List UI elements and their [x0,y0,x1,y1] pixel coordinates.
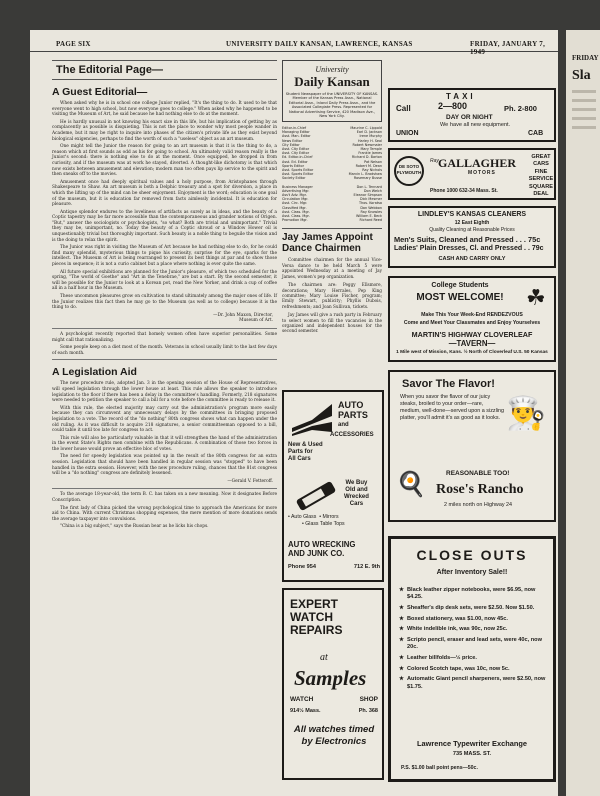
staff-role: Asst. Sports Editor [282,168,314,173]
martins-location: 1 Mile west of Mission, Kans. ½ North of Cloverleaf U.S. 50 Kansas [396,350,548,355]
closeouts-list [399,587,549,694]
masthead [30,30,558,56]
star-icon: ★ [399,615,405,622]
kansan-logo-name: Daily Kansan [294,74,370,89]
article-headline: A Guest Editorial— [52,86,148,98]
horn-icon [288,398,336,438]
staff-role: Sports Editor [282,163,304,168]
staff-person: Harley H. Seal [357,138,382,143]
list-item-text: Colored Scotch tape, was 10c, now 5c. [407,665,510,672]
kansan-logo [282,60,382,122]
staff-role: Classified Mgr. [282,205,307,210]
martins-line: Make This Your Week-End RENDEZVOUS [421,312,523,318]
auto-we-buy [344,480,369,508]
gallagher-slogans [526,154,556,198]
divider [52,359,277,360]
auto-item: • Glass Table Tops [302,521,345,527]
lindley-address: 12 East Eighth [454,220,490,226]
closeouts-title: CLOSE OUTS [416,547,528,563]
adjacent-page-header: FRIDAY [572,54,599,62]
star-icon: ★ [399,604,405,611]
samples-headline-line: EXPERT [290,597,339,611]
auto-title-line: ACCESSORIES [330,432,374,438]
adjacent-page-headline: Sla [572,68,591,83]
issue-date: FRIDAY, JANUARY 7, 1949 [470,40,546,56]
paragraph: With this rule, the elected majority may carry out the administration's program more easily because they can circumvent any unnecessary delays by the committees in bringing proposed legislation to a vote. The record of the "do nothing" 80th congress shows what can happen under the old ruling. As it was difficult to acquire 218 signatures, a senior committeeman opposed to a bill, could table it until too late for congress to act. [52,405,277,434]
samples-shop: SHOP [359,696,378,703]
roses-rancho-ad [388,370,556,522]
staff-role: Society Editor [282,176,306,181]
filler-paragraph: A psychologist recently reported that homely women often have superior personalities. Some might call that rationalizing. [52,331,277,343]
gallagher-name: GALLAGHER [438,156,517,170]
samples-tagline-line: by Electronics [301,736,367,747]
roses-name: Rose's Rancho [436,482,524,497]
signature-title: Museum of Art. [239,318,273,324]
staff-role: News Editor [282,138,303,143]
paragraph: Antique splendor endures to the loveliness of artifacts as surely as in ideas, and the beauty of a Coptic tapestry may be far more accessible than the contemporaneous and grander notions of Origen. "But," answer the sociologists or psychologists, "so what? Both are trivial and unimportant." Trivial they may be, unimportant, no. Today the beauty of a Coptic shroud or a Window Hower oil is unquestionably trivial but thoroughly important. Such beauty is a noble thing to beguile the vision and is the doing to relax the spirit. [52,209,277,243]
auto-items [288,514,345,528]
paragraph: The need for speedy legislation was pointed up in the result of the 80th congress for an extra session. Legislation that should have been handled in regular session was "stopped" to have been handled in the extra session. However, with the new procedure ruling, chances that the 81st congress will be a "do nothing" congress are definitely lessened. [52,454,277,477]
adjacent-text-line [572,126,596,129]
martins-students: College Students [431,282,489,289]
list-item-text: Automatic Giant pencil sharpeners, were $2.50, now $1.75. [407,676,546,690]
page-number: PAGE SIX [56,40,91,48]
adjacent-text-line [572,99,596,102]
closeouts-store: Lawrence Typewriter Exchange [417,739,527,748]
auto-buy-line: We Buy [345,480,368,486]
star-icon: ★ [399,587,405,593]
samples-phone: Ph. 368 [358,708,378,714]
signature [52,313,273,324]
auto-phone: Phone 954 [288,564,316,570]
auto-title-line: PARTS [338,410,368,420]
star-icon: ★ [399,637,405,644]
filler-paragraph: To the average 18-year-old, the term B. C. has taken on a new meaning. Now it designates Before Conscription. [52,492,277,504]
staff-person: Frankie James [358,151,382,156]
staff-person: Eleanor Simpson [353,193,382,198]
signature: —Gerald V. Fetteroff. [227,478,273,484]
auto-sub-line: Parts for [288,449,313,455]
list-item-text: Boxed stationery, was $1.00, now 45c. [407,615,508,622]
paragraph: The new procedure rule, adopted Jan. 3 in the opening session of the House of Representatives, will speed legislation through the lower house at least. This rule allows the speaker to introduce legislation to the floor if there has been a delay in the committee's handling. Formerly, 218 signatures were needed to petition the speaker to call a bill for a vote before the committee is ready to release it. [52,381,277,404]
auto-title-line: and [338,422,349,428]
paragraph: Committee chairmen for the annual Vice-Versa dance to be held March 5 were appointed Wednesday at a meeting of Jay James, women's pep organization. [282,257,382,279]
martins-tavern-ad [388,276,556,362]
list-item-text: Sheaffer's dip desk sets, were $2.50. Now $1.50. [407,604,535,611]
samples-contact [290,708,378,714]
lindley-men-price: Men's Suits, Cleaned and Pressed . . . 75c [394,235,541,244]
chef-icon: 👨‍🍳 [506,394,546,432]
adjacent-text-line [572,117,596,120]
staff-role: Asst. Circ. Mgr. [282,201,308,206]
staff-person: William E. Beck [355,214,382,219]
chef-cook-icon: 🍳 [396,470,426,498]
staff-person: Robert Newmaier [352,142,382,147]
staff-person: Earl D. Jackson [356,130,382,135]
lindleys-cleaners-ad [388,206,556,268]
samples-tagline [288,724,380,748]
auto-sub-line: All Cars [288,456,311,462]
auto-name-line: AND JUNK CO. [288,549,345,558]
list-item [399,626,549,633]
list-item [399,616,549,623]
union-cab-ad [388,88,556,142]
auto-buy-line: Cars [349,501,364,507]
auto-title-line: AUTO [338,400,364,410]
staff-person: Thos. Koratsa [359,201,382,206]
staff-person: Ray Nichols [362,168,382,173]
taxi-tagline: We have all new equipment. [440,122,511,128]
lindley-cash: CASH AND CARRY ONLY [438,256,506,262]
martins-name: MARTIN'S HIGHWAY CLOVERLEAF [411,330,533,339]
paragraph: Jay James will give a rush party in February to select women to fill the vacancies in the organized and independent houses for the second semester. [282,312,382,334]
staff-person: Rosemary Busse [353,176,382,181]
paragraph: He is hardly unusual in not knowing his exact size in this life, but his implication of getting by as complacently as possible is disquieting. This is not the place to wonder why most people wander in Academe, but it may be right to inquire into phases of the citizen's private life as they exist beyond biological exigencies, perhaps to find the worth of such a "useless" object as an art museum. [52,119,277,142]
list-item [399,637,549,651]
adjacent-text-line [572,90,596,93]
paragraph: The chairmen are: Peggy Ellsmore, decorations; Mary Herrales, Pep King committee; Mary Louise Fischer, program; Emily Stewart, publicity; Phyllis Dubois, refreshments; and Joan Sullivan, tickets. [282,282,382,309]
star-icon: ★ [399,626,405,633]
list-item [399,587,549,601]
adjacent-text-line [572,108,596,111]
samples-headline-line: REPAIRS [290,623,343,637]
staff-person: Dan Webbon [360,205,382,210]
paragraph: Amusement once had deeply spiritual values and a holy purpose, from Aristophanes through Shakespeare to Shaw. An art museum is both a Delphic treasury and a spot for diversion, a place in which the lifting up of the mind can be sheer enjoyment. Enjoyment is the word; education is one goal of the museum, but it is education far removed from facts aimlessly incidental. It is education for pleasure. [52,179,277,208]
staff-role: Managing Editor [282,130,310,135]
closeouts-ps: P.S. $1.00 ball point pens—50c. [401,765,478,771]
samples-logo: Samples [294,666,367,690]
samples-at: at [320,652,328,663]
staff-person: Don L. Tennant [356,184,382,189]
staff-person: Dick Mesmer [359,197,382,202]
samples-headline-line: WATCH [290,610,334,624]
gallagher-slogan: SQUARE DEAL [529,183,553,198]
kansan-column [282,60,382,334]
staff-role: Ass't Adv. Mgr. [282,193,307,198]
paragraph: The Junior was right in visiting the Museum of Art because he had nothing else to do, for he could find many splendid, mysterious things to pique his curiosity, surprise for the eye, sparks for the intellect. The Museum of Art is being rearranged to present its best things at par and to show those pieces in sequence; it is not a curio cabinet but a place where nothing is ever quite the same. [52,245,277,268]
auto-contact [288,564,380,570]
auto-address: 712 E. 9th [353,564,380,570]
taxi-call: Call [396,104,411,113]
badge-top-text: DE SOTO [398,164,420,169]
newspaper-page [30,30,558,796]
desoto-plymouth-badge-icon [394,156,424,186]
gallagher-motors: MOTORS [468,170,496,176]
taxi-number: 2—800 [438,101,468,111]
samples-address: 914½ Mass. [290,708,321,714]
auto-subtitle [288,442,323,463]
staff-role: Asst. Sports Editor [282,172,314,177]
closeouts-subtitle: After Inventory Sale!! [436,569,508,576]
auto-title [330,400,374,440]
samples-tagline-line: All watches timed [293,724,375,735]
gallagher-phone: Phone 1000 632-34 Mass. St. [430,188,498,194]
staff-person: Irene Murphy [359,134,382,139]
staff-person: Richard Reed [359,218,382,223]
roses-body: When you savor the flavor of our juicy steaks, broiled to your order—rare, medium, well-done—served upon a sizzling platter, you'll admit it's as good as it looks. [400,394,504,421]
staff-role: Ed. Editor-in-Chief [282,155,313,160]
divider [52,488,277,489]
filler-paragraph: Some people keep on a diet most of the month. Veterans in school usually limit to the last few days of each month. [52,345,277,356]
auto-buy-line: Wrecked [344,494,369,500]
article-headline: Jay James Appoint Dance Chairmen [282,228,382,254]
staff-role: Asst. Ed. Editor [282,159,308,164]
list-item [399,605,549,612]
gallagher-ray: Ray [430,158,439,164]
spark-plug-icon [292,466,342,512]
paragraph: This rule will also be particularly valuable in that it will strengthen the hand of the administration in the event State's Rights men combine with the Republicans. A combination of those two forces in the lower house would prove an effective bloc of votes. [52,435,277,452]
staff-role: Asst. Class. Mgr. [282,214,310,219]
roses-location: 2 miles north on Highway 24 [444,502,513,508]
staff-person: Richard D. Barton [351,155,382,160]
kansan-logo-university: University [315,65,349,74]
staff-role: Asst. City Editor [282,147,310,152]
list-item [399,666,549,673]
staff-person: Maurine C. Lippold [350,126,382,130]
lindley-quality: Quality Cleaning at Reasonable Prices [429,227,515,233]
gallagher-slogan: FINE SERVICE [528,168,554,183]
list-item [399,655,549,662]
staff-person: Ray Knowles [360,209,382,214]
staff-role: Asst. Man. Editor [282,134,311,139]
taxi-union: UNION [396,130,419,137]
auto-company-name [288,540,355,558]
paragraph: When asked why he is in school one college Junior replied, "It's the thing to do. It used to be that everyone went to high school, but now everyone goes to college." When asked why he happened to be visiting the Museum of Art, he said because he had nothing else to do at the moment. [52,101,277,118]
filler-paragraph: The first lady of China picked the wrong psychological time to approach the Americans for more aid to China. With current Christmas shopping expenses, the mere mention of more donations sends the average taxpayer into convulsions. [52,505,277,522]
staff-person: Mary Temple [360,147,382,152]
staff-list [282,126,382,222]
roses-headline: Savor The Flavor! [402,378,495,390]
samples-watch-shop [290,696,378,703]
cloverleaf-icon: ☘ [526,286,546,311]
samples-headline [290,598,342,637]
list-item-text: Black leather zipper notebooks, were $6.95, now $4.25. [407,587,536,601]
taxi-phone: Ph. 2-800 [504,104,537,113]
martins-welcome: MOST WELCOME! [416,292,504,303]
auto-sub-line: New & Used [288,442,323,448]
list-item-text: Scripto pencil, eraser and lead sets, were 40c, now 20c. [407,637,542,651]
auto-item: • Mirrors [319,514,339,520]
taxi-cab: CAB [528,130,544,137]
samples-watch: WATCH [290,696,314,703]
staff-role: City Editor [282,142,300,147]
list-item-text: White indelible ink, was 90c, now 25c. [407,626,508,633]
auto-item: • Auto Glass [288,514,317,520]
martins-tavern: —TAVERN— [448,339,496,348]
auto-buy-line: Old and [345,487,368,493]
paper-name: UNIVERSITY DAILY KANSAN, LAWRENCE, KANSAS [226,40,413,48]
staff-role: Asst. City Editor [282,151,310,156]
star-icon: ★ [399,665,405,672]
staff-role: Promotion Mgr. [282,218,308,223]
star-icon: ★ [399,676,405,683]
paragraph: These uncommon pleasures grow on cultivation to stand ultimately among the major ones of life. If the Junior realizes this fact then he may go to the Museum (as well as to college) because it is the thing to do. [52,294,277,311]
signature-name: —Dr. John Maxon, Director, [213,312,273,318]
closeouts-address: 735 MASS. ST. [452,751,492,757]
article-headline: A Legislation Aid [52,366,137,379]
list-item-text: Leather billfolds—½ price. [407,654,477,661]
roses-reasonable: REASONABLE TOO! [446,470,510,477]
list-item [399,676,549,690]
paragraph: All future special exhibitions are planned for the Junior's pleasure, of which two scheduled for the spring, "The world of Goethe" and "Art in the Tenebrae," are but a start. By the second semester, it will be possible for the Junior to look at a Korean pot, read the New Yorker, and drink a cup of coffee all in a half hour in the Museum. [52,269,277,292]
staff-role: Editor-in-Chief [282,126,307,130]
taxi-title: TAXI [446,92,476,101]
samples-watch-ad [282,588,384,780]
adjacent-page-edge [566,30,600,796]
staff-role: Circulation Mgr. [282,197,309,202]
staff-role: Advertising Mgr. [282,188,310,193]
staff-person: Don Welch [363,188,382,193]
taxi-day-night: DAY OR NIGHT [446,114,493,121]
auto-wrecking-ad [282,390,384,582]
martins-line: Come and Meet Your Classmates and Enjoy Yourselves [403,320,541,326]
divider [52,328,277,329]
filler-paragraph: "China is a big subject," says the Russian bear as he licks his chops. [60,524,209,530]
star-icon: ★ [399,654,405,661]
staff-person: Pat Nelson [364,159,382,164]
auto-name-line: AUTO WRECKING [288,540,356,549]
editorial-column [52,60,277,532]
staff-person: Marvin L. Bradshaw [348,172,382,177]
badge-bottom-text: PLYMOUTH [396,170,422,175]
kansan-description: Student Newspaper of the UNIVERSITY OF KANSAS. Member of the Kansas Press Assn., National Editorial Assn., Inland Daily Press Assn., and the Associated Collegiate Press. Represented for National Advertising Service, 420 Madison Ave., New York City. [285,92,379,119]
staff-row [282,218,382,222]
close-outs-ad [388,536,556,782]
lindley-name: LINDLEY'S KANSAS CLEANERS [417,211,527,218]
section-title: The Editorial Page— [52,60,277,80]
gallagher-motors-ad [388,148,556,200]
gallagher-slogan: GREAT CARS [531,154,551,168]
staff-role: Business Manager [282,184,313,189]
paragraph: One might tell the Junior the reason for going to an art museum is that it is the thing to do, a reason which at first sounds as odd as his for going to school. An ultimately valid reason really is the Junior's second: there is nothing else to do at the moment. Once equipped, he dropped in from curiosity, and if the museum was at work he stayed, diverted. A thought-like dichotomy is that which now exists between amusement and elevation; modern man too often pays lip service to the spirit and then sneaks off to the movies. [52,144,277,178]
staff-role: Asst. Class. Mgr. [282,209,310,214]
lindley-ladies-price: Ladies' Plain Dresses, Cl. and Pressed . . 79c [394,245,544,252]
staff-person: Robert M. Dean [355,163,382,168]
